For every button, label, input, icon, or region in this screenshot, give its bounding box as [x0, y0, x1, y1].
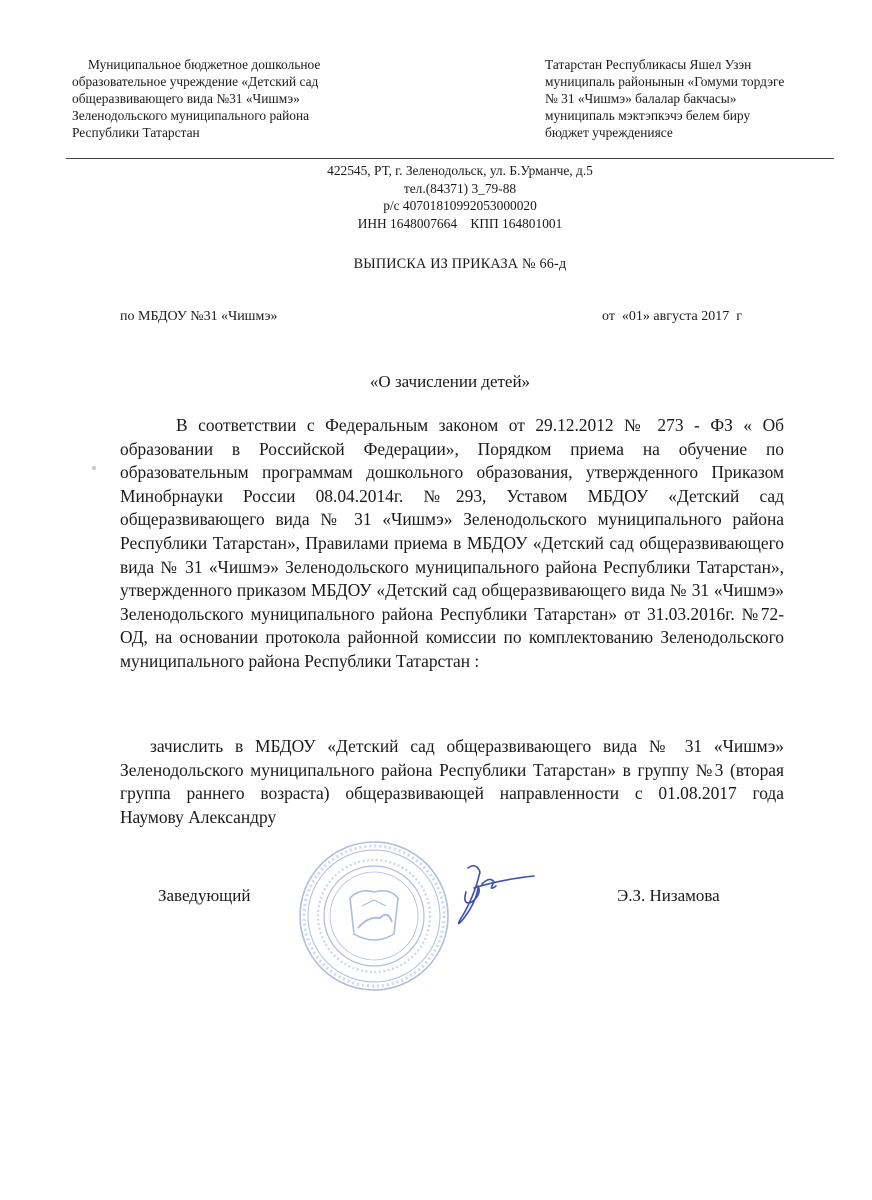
contacts-block — [250, 162, 670, 232]
header-right-line: бюджет учреждениясе — [545, 125, 673, 140]
header-right-block — [545, 56, 835, 141]
date-line: от «01» августа 2017 г — [602, 309, 742, 324]
header-right-line: муниципаль районынын «Гомуми тордэге — [545, 74, 785, 89]
phone-line: тел.(84371) 3_79-88 — [403, 180, 517, 196]
header-left-line: образовательное учреждение «Детский сад — [72, 74, 319, 89]
order-subject: «О зачислении детей» — [369, 372, 531, 391]
inn-kpp-line: ИНН 1648007664 КПП 164801001 — [357, 215, 563, 231]
header-left-line: Муниципальное бюджетное дошкольное — [88, 57, 321, 72]
signatory-title: Заведующий — [158, 886, 251, 905]
header-left-line: общеразвивающего вида №31 «Чишмэ» — [72, 91, 300, 106]
document-title: ВЫПИСКА ИЗ ПРИКАЗА № 66-д — [353, 256, 567, 272]
signatory-name: Э.З. Низамова — [617, 886, 720, 905]
header-divider — [66, 158, 834, 159]
account-line: р/с 40701810992053000020 — [383, 198, 537, 213]
scan-speck — [92, 466, 96, 470]
header-right-line: Татарстан Республикасы Яшел Узэн — [545, 57, 752, 72]
handwritten-signature — [438, 858, 538, 938]
organization-line: по МБДОУ №31 «Чишмэ» — [120, 309, 278, 324]
official-stamp — [290, 836, 458, 996]
header-left-block — [72, 56, 402, 141]
header-right-line: муниципаль мэктэпкэчэ белем биру — [545, 108, 751, 123]
body-paragraph: В соответствии с Федеральным законом от 29.12.2012 № 273 - ФЗ « Об образовании в Российской Федерации», Порядком приема на обучение по образовательным программам дошкольного образования, утвержденного Приказом Минобрнауки России 08.04.2014г. №293, Уставом МБДОУ «Детский сад общеразвивающего вида № 31 «Чишмэ» Зеленодольского муниципального района Республики Татарстан», Правилами приема в МБДОУ «Детский сад общеразвивающего вида № 31 «Чишмэ» Зеленодольского муниципального района Республики Татарстан», утвержденного приказом МБДОУ «Детский сад общеразвивающего вида № 31 «Чишмэ» Зеленодольского муниципального района Республики Татарстан» от 31.03.2016г. №72-ОД, на основании протокола районной комиссии по комплектованию Зеленодольского муниципального района Республики Татарстан : — [120, 415, 784, 671]
header-left-line: Республики Татарстан — [72, 125, 200, 140]
address-line: 422545, РТ, г. Зеленодольск, ул. Б.Урманче, д.5 — [327, 163, 593, 178]
header-right-line: № 31 «Чишмэ» балалар бакчасы» — [545, 91, 737, 106]
decree-paragraph: зачислить в МБДОУ «Детский сад общеразвивающего вида № 31 «Чишмэ» Зеленодольского муниципального района Республики Татарстан» в группу №3 (вторая группа раннего возраста) общеразвивающей направленности с 01.08.2017 года Наумову Александру — [120, 736, 802, 827]
header-left-line: Зеленодольского муниципального района — [72, 108, 310, 123]
